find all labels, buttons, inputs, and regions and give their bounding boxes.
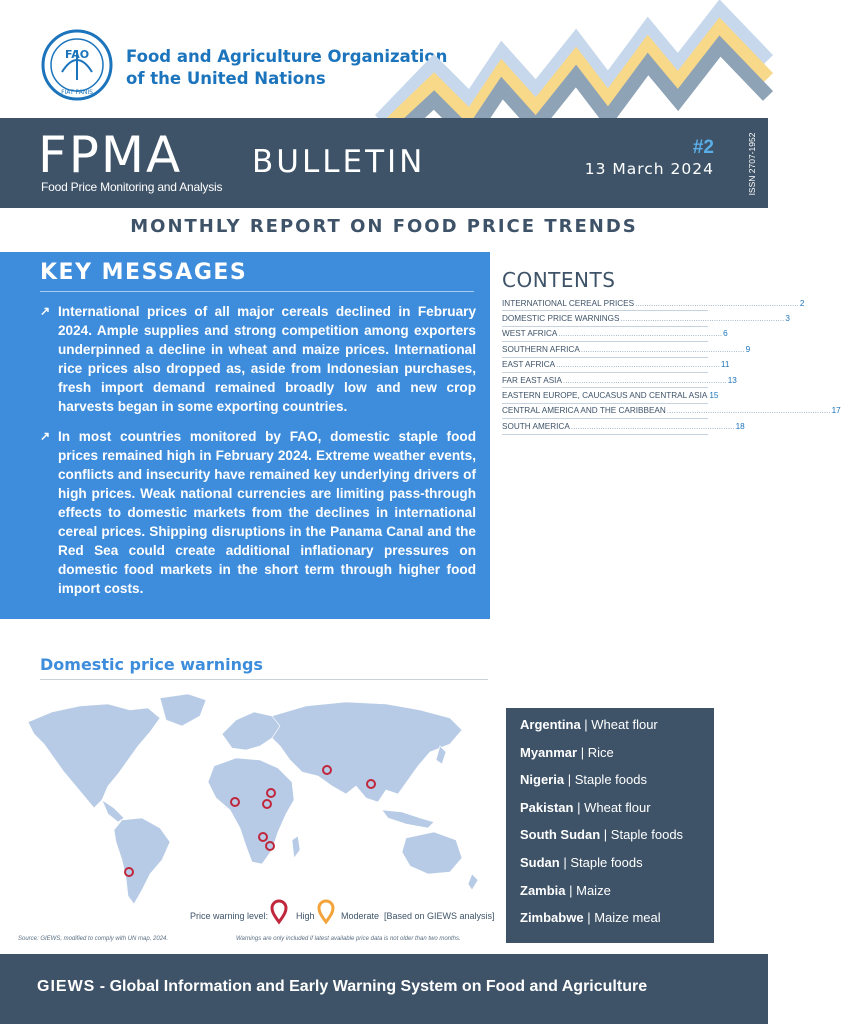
issn: ISSN 2707-1952 [747, 132, 757, 196]
toc-item[interactable] [502, 388, 719, 403]
key-message-1: International prices of all major cereals declined in February 2024. Ample supplies and strong competition among exporters underpinned a decline in wheat and maize prices. International rice prices also dropped as, aside from Indonesian purchases, fresh import demand remained broadly low and new crop harvests began in some exporting countries. [58, 304, 476, 414]
fao-logo [40, 28, 114, 102]
toc-page: 15 [709, 391, 719, 401]
warning-commodity: Maize [576, 882, 611, 898]
logo-text: FAO [64, 48, 90, 61]
toc-label: SOUTH AMERICA [502, 421, 570, 431]
toc-item[interactable]: CENTRAL AMERICA AND THE CARIBBEAN ........................................................................ 17 [502, 404, 708, 419]
logo-motto: FIAT PANIS [61, 89, 93, 96]
warnings-title: Domestic price warnings [40, 655, 263, 674]
toc-label: EAST AFRICA [502, 360, 556, 370]
warning-country: Pakistan [520, 799, 574, 815]
central-america-landmass [102, 800, 124, 822]
warnings-divider [40, 679, 488, 680]
toc-item[interactable]: FAR EAST ASIA ........................................................................ 13 [502, 373, 708, 388]
legend-basis: [Based on GIEWS analysis] [384, 911, 495, 921]
toc-page: 6 [723, 329, 728, 339]
toc-item[interactable]: SOUTH AMERICA ........................................................................ 18 [502, 419, 708, 434]
warning-commodity: Rice [587, 744, 614, 760]
warning-commodity: Wheat flour [591, 717, 658, 732]
map-source: Source: GIEWS, modified to comply with UN map, 2024. [18, 936, 169, 942]
org-line-1: Food and Agriculture Organization [126, 47, 448, 66]
bulletin-label: BULLETIN [252, 144, 426, 180]
toc-label: DOMESTIC PRICE WARNINGS [502, 314, 620, 324]
list-item: South Sudan | Staple foods [520, 827, 684, 843]
warning-commodity: Wheat flour [584, 799, 651, 815]
warning-country: Zimbabwe [520, 910, 584, 926]
moderate-pin-icon [317, 900, 335, 924]
warning-commodity: Staple foods [570, 854, 643, 870]
key-messages-title: KEY MESSAGES [40, 260, 248, 285]
list-item: Zambia | Maize [520, 882, 611, 898]
australia-landmass [402, 832, 462, 874]
list-item: Nigeria | Staple foods [520, 772, 647, 788]
europe-landmass [222, 712, 280, 750]
toc-label: INTERNATIONAL CEREAL PRICES [502, 298, 635, 308]
footer-text [37, 978, 647, 996]
toc-item[interactable]: EAST AFRICA ........................................................................ 11 [502, 358, 708, 373]
warnings-list [506, 708, 714, 943]
greenland-landmass [160, 694, 206, 726]
toc-item[interactable]: WEST AFRICA ........................................................................ 6 [502, 327, 708, 342]
footer-acronym: GIEWS [37, 978, 96, 995]
new-zealand-landmass [468, 874, 478, 890]
key-message-2: In most countries monitored by FAO, domestic staple food prices remained high in February 2024. Extreme weather events, conflicts and insecurity have remained key underlying drivers of high prices. Weak national currencies are limiting pass-through effects to domestic markets from the declines in international cereal prices. Shipping disruptions in the Panama Canal and the Red Sea could create additional inflationary pressures on domestic food markets in the short term through higher food import costs. [58, 429, 476, 596]
toc-page: 3 [785, 314, 790, 324]
indonesia-landmass [382, 810, 434, 828]
toc-label: WEST AFRICA [502, 329, 558, 339]
key-messages-divider [40, 291, 474, 292]
toc-page: 11 [720, 360, 730, 370]
issue-number: #2 [692, 137, 714, 158]
toc-label: EASTERN EUROPE, CAUCASUS AND CENTRAL ASIA [502, 391, 708, 401]
toc-item[interactable]: DOMESTIC PRICE WARNINGS ........................................................................ 3 [502, 311, 708, 326]
arrow-up-right-icon: ↗ [40, 304, 51, 318]
africa-landmass [208, 758, 294, 864]
toc-item[interactable]: INTERNATIONAL CEREAL PRICES ........................................................................ 2 [502, 296, 708, 311]
toc-page: 18 [735, 421, 745, 431]
world-map [10, 690, 490, 915]
issue-date: 13 March 2024 [584, 160, 714, 178]
decorative-mountains [380, 0, 768, 118]
south-america-landmass [114, 818, 170, 904]
warning-country: Zambia [520, 882, 566, 898]
footer-description: - Global Information and Early Warning System on Food and Agriculture [95, 978, 648, 995]
list-item: Myanmar | Rice [520, 744, 614, 760]
toc-label: FAR EAST ASIA [502, 375, 562, 385]
warning-country: Nigeria [520, 772, 565, 788]
fpma-title: FPMA [38, 126, 183, 184]
warning-commodity: Staple foods [610, 827, 684, 843]
toc-label: CENTRAL AMERICA AND THE CARIBBEAN [502, 406, 666, 416]
toc-page: 9 [745, 344, 751, 354]
toc-page: 17 [831, 406, 841, 416]
warning-country: Sudan [520, 854, 560, 870]
map-note: Warnings are only included if latest available price data is not older than two months. [236, 936, 461, 942]
warning-country: South Sudan [520, 827, 601, 843]
legend-moderate: Moderate [341, 911, 380, 921]
list-item: Sudan | Staple foods [520, 854, 643, 870]
north-america-landmass [28, 704, 160, 808]
list-item: Pakistan | Wheat flour [520, 799, 651, 815]
legend-high: High [296, 911, 315, 921]
fpma-subtitle: Food Price Monitoring and Analysis [41, 180, 223, 194]
warning-country: Argentina [520, 717, 581, 732]
page-header [0, 0, 768, 118]
org-line-2: of the United Nations [126, 69, 326, 88]
table-of-contents [502, 296, 841, 435]
toc-page: 13 [727, 375, 737, 385]
toc-label: SOUTHERN AFRICA [502, 344, 580, 354]
list-item: Zimbabwe | Maize meal [520, 910, 661, 926]
high-pin-icon [270, 900, 288, 924]
list-item: Argentina | Wheat flour [520, 717, 658, 732]
warning-commodity: Staple foods [574, 772, 647, 788]
warning-commodity: Maize meal [594, 910, 661, 926]
contents-title: CONTENTS [502, 268, 616, 292]
madagascar-landmass [292, 836, 300, 858]
report-title: MONTHLY REPORT ON FOOD PRICE TRENDS [130, 216, 638, 237]
arrow-up-right-icon: ↗ [40, 429, 51, 443]
toc-item[interactable]: SOUTHERN AFRICA ........................................................................ 9 [502, 342, 708, 357]
legend-label: Price warning level: [190, 911, 269, 921]
warning-country: Myanmar [520, 744, 578, 760]
toc-page: 2 [799, 298, 805, 308]
